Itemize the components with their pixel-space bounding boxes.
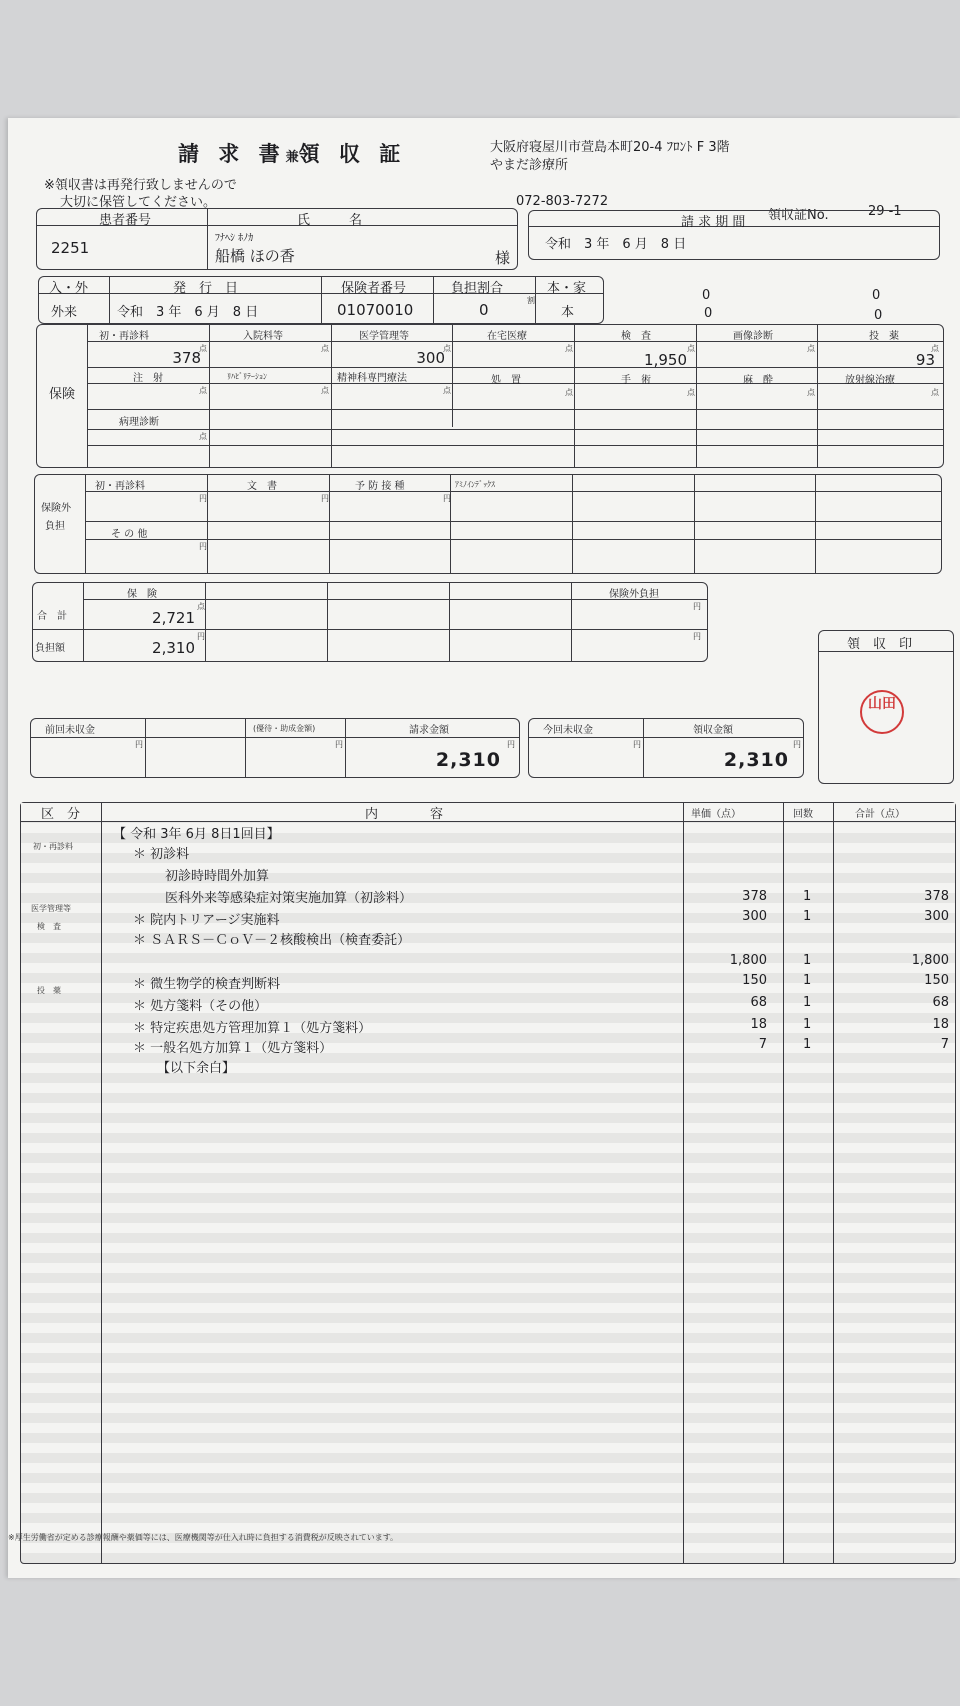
line-item: ＊ 院内トリアージ実施料 bbox=[133, 913, 280, 928]
issue-date-label: 発 行 日 bbox=[173, 281, 239, 296]
line-total: 1,800 bbox=[911, 953, 949, 968]
unit-yen: 円 bbox=[793, 740, 801, 749]
col-radiation: 放射線治療 bbox=[845, 375, 895, 386]
header-unit-price: 単価（点） bbox=[691, 809, 741, 820]
header-count: 回数 bbox=[793, 809, 813, 820]
line-unit: 68 bbox=[750, 995, 767, 1010]
unit-pt: 点 bbox=[199, 344, 207, 353]
category-management: 医学管理等 bbox=[31, 904, 71, 913]
unit-pt: 点 bbox=[931, 344, 939, 353]
value-medication: 93 bbox=[915, 351, 935, 369]
unit-pt: 点 bbox=[197, 602, 205, 611]
totals-insurance-label: 保 険 bbox=[127, 589, 157, 600]
footer-note: ※厚生労働省が定める診療報酬や薬価等には、医療機関等が仕入れ時に負担する消費税が反映されています。 bbox=[8, 1533, 399, 1542]
line-unit: 378 bbox=[742, 889, 767, 904]
unit-pt: 点 bbox=[931, 388, 939, 397]
col-injection: 注 射 bbox=[133, 373, 163, 384]
patient-id-label: 患者番号 bbox=[99, 213, 152, 228]
line-item: 初診時時間外加算 bbox=[165, 869, 270, 884]
line-item: 【以下余白】 bbox=[157, 1061, 236, 1076]
totals-box bbox=[32, 582, 708, 662]
billing-period-value: 令和 3 年 6 月 8 日 bbox=[545, 237, 687, 252]
zero-3: 0 bbox=[704, 306, 713, 321]
ni-col-vaccination: 予 防 接 種 bbox=[355, 481, 405, 492]
unit-yen: 円 bbox=[443, 494, 451, 503]
inout-label: 入・外 bbox=[49, 281, 89, 296]
receipt-paper bbox=[8, 118, 960, 1578]
total-points: 2,721 bbox=[152, 609, 195, 627]
issue-info-box bbox=[38, 276, 604, 324]
line-count: 1 bbox=[803, 889, 812, 904]
receipt-no: 29 -1 bbox=[868, 204, 902, 219]
unit-pt: 点 bbox=[199, 386, 207, 395]
line-item: ＊ 一般名処方加算１（処方箋料） bbox=[133, 1041, 333, 1056]
insurance-section-label: 保険 bbox=[49, 387, 76, 402]
col-surgery: 手 術 bbox=[621, 375, 651, 386]
issue-date: 令和 3 年 6 月 8 日 bbox=[117, 305, 259, 320]
patient-name-label: 氏 名 bbox=[297, 213, 363, 228]
line-unit: 7 bbox=[758, 1037, 767, 1052]
billing-period-box bbox=[528, 210, 940, 260]
ni-other: そ の 他 bbox=[111, 529, 148, 540]
unit-pt: 点 bbox=[565, 344, 573, 353]
line-count: 1 bbox=[803, 1037, 812, 1052]
clinic-address: 大阪府寝屋川市萱島本町20-4 ﾌﾛﾝﾄ F 3階 bbox=[490, 140, 730, 155]
line-total: 68 bbox=[932, 995, 949, 1010]
value-test: 1,950 bbox=[644, 351, 687, 369]
family-label: 本・家 bbox=[547, 281, 587, 296]
unit-yen: 円 bbox=[693, 632, 701, 641]
zero-2: 0 bbox=[872, 288, 881, 303]
ratio-value: 0 bbox=[479, 301, 489, 319]
col-first-visit: 初・再診料 bbox=[99, 331, 149, 342]
col-anesthesia: 麻 酔 bbox=[743, 375, 773, 386]
unit-yen: 円 bbox=[335, 740, 343, 749]
category-medication: 投 薬 bbox=[37, 986, 61, 995]
clinic-name: やまだ診療所 bbox=[490, 158, 569, 173]
line-item: ＊ 処方箋料（その他） bbox=[133, 999, 268, 1014]
ni-col-amino-index: ｱﾐﾉｲﾝﾃﾞｯｸｽ bbox=[455, 480, 495, 489]
line-count: 1 bbox=[803, 973, 812, 988]
visit-date-line: 【 令和 3年 6月 8日1回目】 bbox=[113, 827, 280, 842]
value-management: 300 bbox=[416, 349, 445, 367]
unit-pt: 点 bbox=[321, 344, 329, 353]
line-count: 1 bbox=[803, 953, 812, 968]
line-total: 378 bbox=[924, 889, 949, 904]
curr-unpaid-label: 今回未収金 bbox=[543, 725, 593, 736]
col-imaging: 画像診断 bbox=[733, 331, 773, 342]
burden-amount: 2,310 bbox=[152, 639, 195, 657]
unit-yen: 円 bbox=[633, 740, 641, 749]
line-total: 7 bbox=[940, 1037, 949, 1052]
line-item: ＊ 特定疾患処方管理加算１（処方箋料） bbox=[133, 1021, 372, 1036]
line-item: ＊ ＳＡＲＳ－ＣｏＶ－２核酸検出（検査委託） bbox=[133, 933, 411, 948]
col-pathology: 病理診断 bbox=[119, 417, 159, 428]
ni-col-document: 文 書 bbox=[247, 481, 277, 492]
billed-amount: 2,310 bbox=[435, 749, 501, 771]
received-box bbox=[528, 718, 804, 778]
discount-label: (優待・助成金額) bbox=[253, 724, 316, 733]
line-total: 300 bbox=[924, 909, 949, 924]
burden-label: 負担 bbox=[45, 521, 65, 532]
line-unit: 300 bbox=[742, 909, 767, 924]
unit-pt: 点 bbox=[807, 344, 815, 353]
honorific: 様 bbox=[495, 249, 511, 267]
line-count: 1 bbox=[803, 995, 812, 1010]
non-insurance-label: 保険外 bbox=[41, 503, 71, 514]
receipt-no-label: 領収証No. bbox=[768, 208, 829, 223]
billed-label: 請求金額 bbox=[409, 725, 449, 736]
patient-name: 船橋 ほの香 bbox=[215, 247, 295, 265]
col-psychiatry: 精神科専門療法 bbox=[337, 373, 407, 384]
line-item: ＊ 微生物学的検査判断料 bbox=[133, 977, 281, 992]
totals-ext-label: 保険外負担 bbox=[609, 589, 659, 600]
unit-pt: 点 bbox=[199, 432, 207, 441]
unit-yen: 円 bbox=[199, 542, 207, 551]
received-label: 領収金額 bbox=[693, 725, 733, 736]
ratio-unit: 割 bbox=[527, 296, 535, 305]
line-unit: 150 bbox=[742, 973, 767, 988]
col-management: 医学管理等 bbox=[359, 331, 409, 342]
patient-box bbox=[36, 208, 518, 270]
header-content: 内 容 bbox=[365, 807, 444, 822]
insurer-label: 保険者番号 bbox=[341, 281, 407, 296]
reissue-note: ※領収書は再発行致しませんので bbox=[44, 178, 237, 193]
ratio-label: 負担割合 bbox=[451, 281, 504, 296]
header-total: 合計（点） bbox=[855, 809, 905, 820]
patient-id: 2251 bbox=[51, 239, 90, 257]
col-treatment: 処 置 bbox=[491, 375, 521, 386]
unit-yen: 円 bbox=[507, 740, 515, 749]
col-medication: 投 薬 bbox=[869, 331, 899, 342]
line-unit: 18 bbox=[750, 1017, 767, 1032]
patient-kana: ﾌﾅﾍｼ ﾎﾉｶ bbox=[215, 233, 254, 244]
value-first-visit: 378 bbox=[172, 349, 201, 367]
zero-1: 0 bbox=[702, 288, 711, 303]
col-test: 検 査 bbox=[621, 331, 651, 342]
unit-yen: 円 bbox=[321, 494, 329, 503]
clinic-tel: 072-803-7272 bbox=[516, 194, 609, 209]
line-item: 医科外来等感染症対策実施加算（初診料） bbox=[165, 891, 413, 906]
line-total: 150 bbox=[924, 973, 949, 988]
col-rehab: ﾘﾊﾋﾞﾘﾃｰｼｮﾝ bbox=[227, 372, 267, 381]
insurer-number: 01070010 bbox=[337, 301, 414, 319]
non-insurance-grid bbox=[34, 474, 942, 574]
line-total: 18 bbox=[932, 1017, 949, 1032]
category-first-visit: 初・再診料 bbox=[33, 842, 73, 851]
unit-pt: 点 bbox=[321, 386, 329, 395]
unit-yen: 円 bbox=[135, 740, 143, 749]
billing-period-label: 請 求 期 間 bbox=[681, 215, 746, 230]
unit-pt: 点 bbox=[565, 388, 573, 397]
insurance-grid bbox=[36, 324, 944, 468]
prev-unpaid-label: 前回未収金 bbox=[45, 725, 95, 736]
zero-4: 0 bbox=[874, 308, 883, 323]
unit-yen: 円 bbox=[693, 602, 701, 611]
line-count: 1 bbox=[803, 1017, 812, 1032]
unit-pt: 点 bbox=[687, 388, 695, 397]
document-title: 請 求 書兼領 収 証 bbox=[178, 142, 407, 166]
header-category: 区 分 bbox=[41, 807, 81, 822]
line-count: 1 bbox=[803, 909, 812, 924]
stamp-label: 領 収 印 bbox=[847, 637, 913, 652]
received-amount: 2,310 bbox=[723, 749, 789, 771]
unit-pt: 点 bbox=[443, 386, 451, 395]
col-home-care: 在宅医療 bbox=[487, 331, 527, 342]
seal-stamp: 山田 bbox=[860, 690, 904, 734]
unit-pt: 点 bbox=[807, 388, 815, 397]
col-hospitalization: 入院料等 bbox=[243, 331, 283, 342]
billed-box bbox=[30, 718, 520, 778]
total-label: 合 計 bbox=[37, 611, 67, 622]
ni-col-first-visit: 初・再診料 bbox=[95, 481, 145, 492]
category-test: 検 査 bbox=[37, 922, 61, 931]
keep-note: 大切に保管してください。 bbox=[60, 195, 217, 210]
line-unit: 1,800 bbox=[729, 953, 767, 968]
unit-pt: 点 bbox=[443, 344, 451, 353]
line-item: ＊ 初診料 bbox=[133, 847, 190, 862]
detail-table bbox=[20, 802, 956, 1564]
unit-pt: 点 bbox=[687, 344, 695, 353]
burden-amount-label: 負担額 bbox=[35, 643, 65, 654]
unit-yen: 円 bbox=[199, 494, 207, 503]
family-value: 本 bbox=[561, 305, 575, 320]
inout-value: 外来 bbox=[51, 305, 78, 320]
unit-yen: 円 bbox=[197, 632, 205, 641]
